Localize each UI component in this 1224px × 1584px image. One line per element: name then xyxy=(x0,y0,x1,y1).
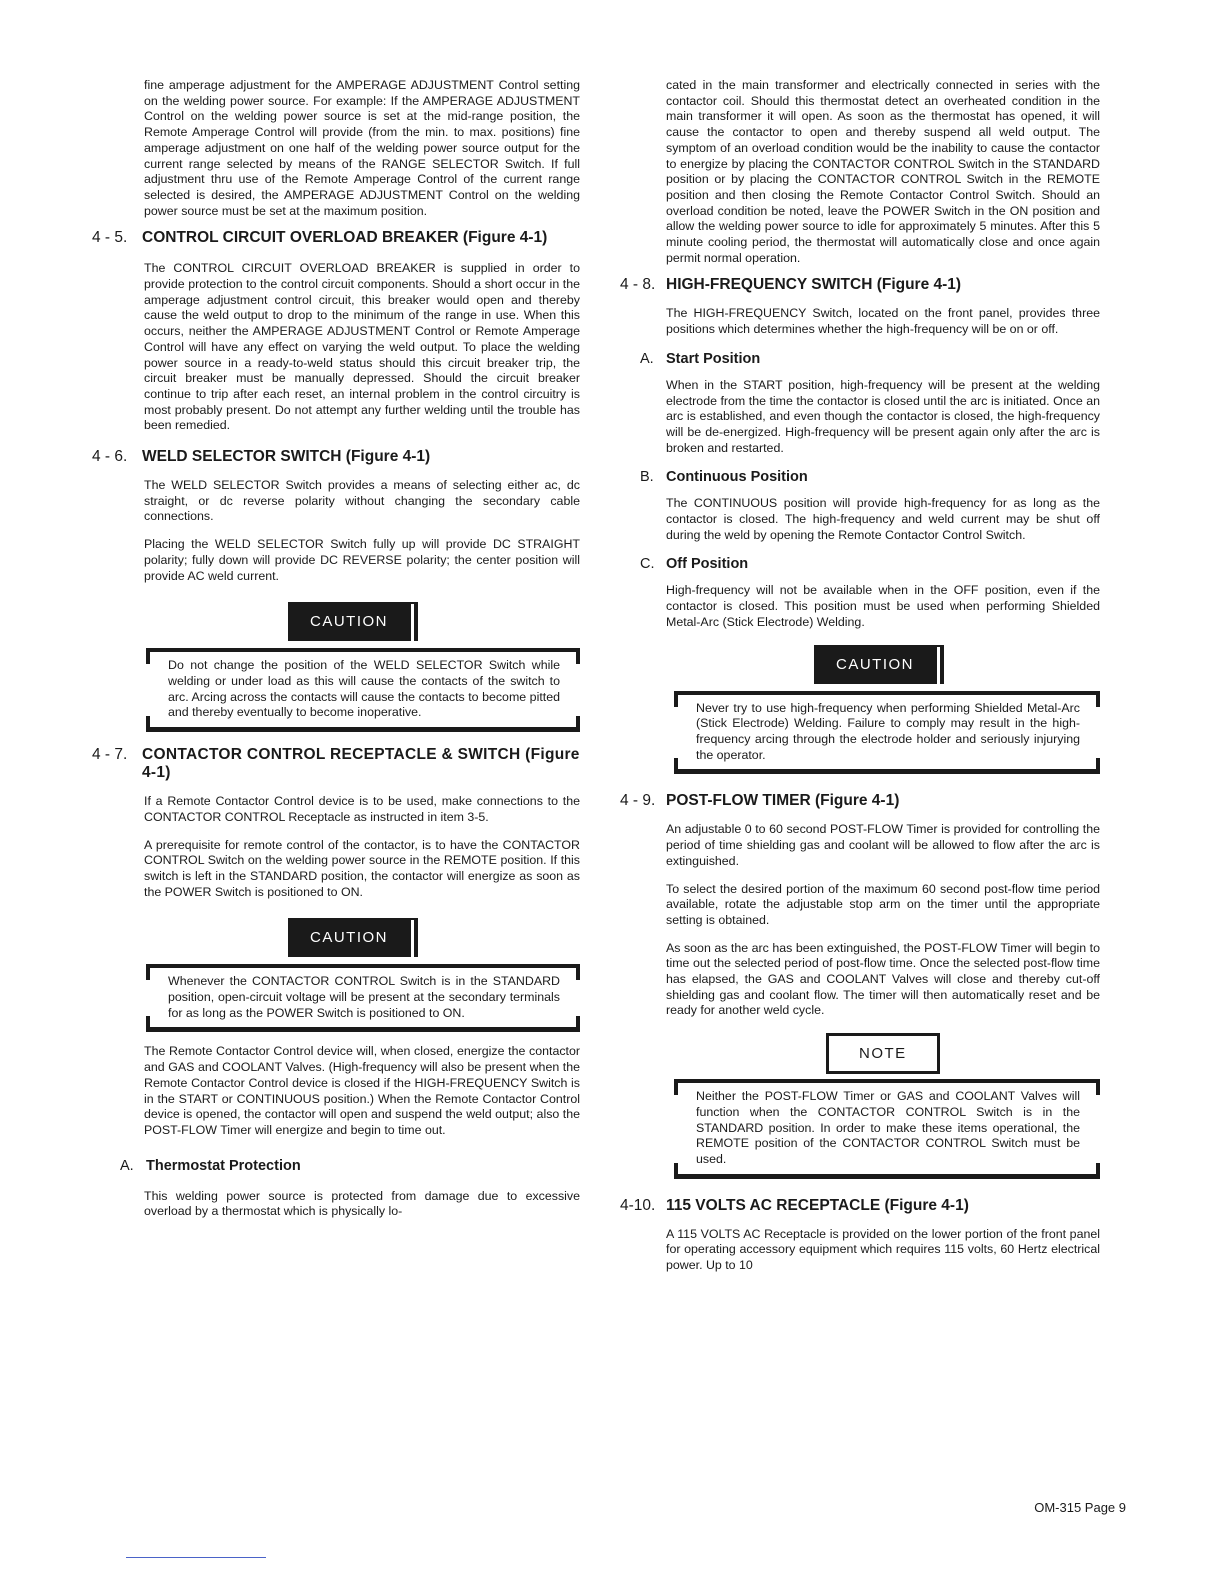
section-body: An adjustable 0 to 60 second POST-FLOW Timer is provided for controlling the period of time shielding gas and coolant will be allowed to flow after the arc is extinguished. xyxy=(666,822,1100,868)
subsection-title: Start Position xyxy=(666,350,761,367)
section-body: A prerequisite for remote control of the contactor, is to have the CONTACTOR CONTROL Switch on the welding power source in the REMOTE position. If this switch is left in the STANDARD position, the contactor will energize as soon as the POWER Switch is positioned to ON. xyxy=(144,837,580,899)
subsection-body: High-frequency will not be available when in the OFF position, even if the contactor is closed. This position must be used when performing Shielded Metal-Arc (Stick Electrode) Welding. xyxy=(666,583,1100,629)
subsection-title: Thermostat Protection xyxy=(146,1157,301,1174)
subsection-letter: B. xyxy=(640,469,654,486)
section-heading-4-7 xyxy=(92,746,580,782)
subsection-letter: A. xyxy=(120,1157,134,1174)
caution-text: Do not change the position of the WELD SELECTOR Switch while welding or under load as this will cause the contacts of the switch to arc. Arcing across the contacts will cause the contacts to become pitted and thereby eventually to become inoperative. xyxy=(168,658,560,720)
section-title: WELD SELECTOR SWITCH (Figure 4-1) xyxy=(142,448,431,466)
subsection-body: The CONTINUOUS position will provide high-frequency for as long as the contactor is closed. The high-frequency and weld current may be shut off during the weld by opening the Remote Contactor Control Switch. xyxy=(666,496,1100,542)
caution-text: Whenever the CONTACTOR CONTROL Switch is in the STANDARD position, open-circuit voltage will be present at the secondary terminals for as long as the POWER Switch is positioned to ON. xyxy=(168,974,560,1020)
subsection-letter: C. xyxy=(640,556,655,573)
section-heading-4-10 xyxy=(620,1197,1100,1215)
caution-badge: CAUTION xyxy=(288,918,418,957)
subsection-body: This welding power source is protected from damage due to excessive overload by a thermostat which is physically lo- xyxy=(144,1188,580,1219)
subsection-letter: A. xyxy=(640,350,654,367)
caution-badge-wrap xyxy=(92,918,580,964)
section-heading-4-8 xyxy=(620,276,1100,294)
page-footer: OM-315 Page 9 xyxy=(1034,1500,1126,1515)
section-body: The WELD SELECTOR Switch provides a means of selecting either ac, dc straight, or dc reverse polarity without changing the secondary cable connections. xyxy=(144,478,580,524)
section-body: Placing the WELD SELECTOR Switch fully up will provide DC STRAIGHT polarity; fully down will provide DC REVERSE polarity; the center position will provide AC weld current. xyxy=(144,537,580,583)
section-heading-4-5 xyxy=(92,229,580,247)
caution-badge: CAUTION xyxy=(288,602,418,641)
caution-box xyxy=(146,648,580,732)
note-box xyxy=(674,1079,1100,1179)
section-number: 4 - 7. xyxy=(92,746,128,764)
section-number: 4 - 6. xyxy=(92,448,128,466)
section-heading-4-9 xyxy=(620,792,1100,810)
note-text: Neither the POST-FLOW Timer or GAS and COOLANT Valves will function when the CONTACTOR CONTROL Switch is in the STANDARD position. In order to make these items operational, the REMOTE position of the CONTACTOR CONTROL Switch must be used. xyxy=(696,1089,1080,1166)
section-body: The HIGH-FREQUENCY Switch, located on the front panel, provides three positions which determines whether the high-frequency will be on or off. xyxy=(666,306,1100,337)
section-number: 4 - 9. xyxy=(620,792,656,810)
note-badge-wrap xyxy=(620,1033,1100,1079)
section-number: 4 - 8. xyxy=(620,276,656,294)
note-badge: NOTE xyxy=(826,1033,940,1074)
subsection-heading-start xyxy=(640,350,1100,368)
section-body: The CONTROL CIRCUIT OVERLOAD BREAKER is supplied in order to provide protection to the control circuit components. Should a short occur in the amperage adjustment control circuit, this breaker would open and thereby cause the weld output to drop to the minimum of the range in use. When this occurs, neither the AMPERAGE ADJUSTMENT Control or Remote Amperage Control will have any effect on varying the weld output. To place the welding power source in a ready-to-weld status should this circuit breaker trip, the circuit breaker must be manually depressed. Should the circuit breaker continue to trip after each reset, an internal problem in the control circuitry is most probably present. Do not attempt any further welding until the trouble has been remedied. xyxy=(144,261,580,433)
section-body: As soon as the arc has been extinguished, the POST-FLOW Timer will begin to time out the selected period of post-flow time. Once the selected post-flow time has elapsed, the GAS and COOLANT Valves will close and thereby cut-off shielding gas and coolant flow. The timer will then automatically reset and be ready for another weld cycle. xyxy=(666,940,1100,1018)
subsection-heading-continuous xyxy=(640,468,1100,486)
section-body: A 115 VOLTS AC Receptacle is provided on the lower portion of the front panel for operating accessory equipment which requires 115 volts, 60 Hertz electrical power. Up to 10 xyxy=(666,1226,1100,1273)
subsection-title: Continuous Position xyxy=(666,469,808,486)
caution-box xyxy=(146,964,580,1032)
intro-paragraph: fine amperage adjustment for the AMPERAGE ADJUSTMENT Control setting on the welding power source. For example: If the AMPERAGE ADJUSTMENT Control on the welding power source is set at the mid-range position, the Remote Amperage Control will provide (from the min. to max. positions) fine amperage adjustment on one half of the welding power source output for the current range selected by means of the RANGE SELECTOR Switch. If full adjustment thru use of the Remote Amperage Control of the current range selected is desired, the AMPERAGE ADJUSTMENT Control on the welding power source must be set at the maximum position. xyxy=(144,78,580,218)
caution-badge: CAUTION xyxy=(814,645,944,684)
caution-text: Never try to use high-frequency when performing Shielded Metal-Arc (Stick Electrode) Welding. Failure to comply may result in the high-frequency arcing through the electrode holder and seriously injurying the operator. xyxy=(696,700,1080,762)
section-title: HIGH-FREQUENCY SWITCH (Figure 4-1) xyxy=(666,276,962,294)
caution-box xyxy=(674,691,1100,775)
section-title: CONTACTOR CONTROL RECEPTACLE & SWITCH (Figure 4-1) xyxy=(142,746,580,782)
section-title: POST-FLOW TIMER (Figure 4-1) xyxy=(666,792,900,810)
section-number: 4 - 5. xyxy=(92,229,128,247)
section-title: 115 VOLTS AC RECEPTACLE (Figure 4-1) xyxy=(666,1196,969,1214)
caution-badge-wrap xyxy=(620,645,1100,691)
subsection-body: When in the START position, high-frequency will be present at the welding electrode from the time the contactor is closed until the arc is initiated. Once an arc is established, and even though the contactor is closed, the high-frequency will be de-energized. High-frequency will be present again only after the arc is broken and restarted. xyxy=(666,377,1100,455)
continued-paragraph: cated in the main transformer and electrically connected in series with the contactor coil. Should this thermostat detect an overheated condition in the main transformer it will open. As soon as the thermostat has opened, it will cause the contactor to open and thereby suspend all weld output. The symptom of an overload condition would be the inability to cause the contactor to energize by placing the CONTACTOR CONTROL Switch in the STANDARD position or by placing the CONTACTOR CONTROL Switch in the REMOTE position and then closing the Remote Contactor Control Switch. Should an overload condition be noted, leave the POWER Switch in the ON position and allow the welding power source to idle for approximately 5 minutes. After this 5 minute cooling period, the thermostat will automatically close and once again permit normal operation. xyxy=(666,78,1100,265)
section-body: The Remote Contactor Control device will, when closed, energize the contactor and GAS and COOLANT Valves. (High-frequency will also be present when the Remote Contactor Control device is closed if the HIGH-FREQUENCY Switch is in the START or CONTINUOUS position.) When the Remote Contactor Control device is opened, the contactor will open and suspend the weld output; also the POST-FLOW Timer will energize and begin to time out. xyxy=(144,1044,580,1137)
section-title: CONTROL CIRCUIT OVERLOAD BREAKER (Figure 4-1) xyxy=(142,229,548,247)
subsection-heading-thermostat xyxy=(120,1157,580,1175)
subsection-heading-off xyxy=(640,555,1100,573)
section-body: If a Remote Contactor Control device is to be used, make connections to the CONTACTOR CONTROL Receptacle as instructed in item 3-5. xyxy=(144,794,580,824)
caution-badge-wrap xyxy=(92,602,580,648)
subsection-title: Off Position xyxy=(666,556,749,573)
section-body: To select the desired portion of the maximum 60 second post-flow time period available, rotate the adjustable stop arm on the timer until the appropriate setting is obtained. xyxy=(666,881,1100,927)
section-heading-4-6 xyxy=(92,448,580,466)
footnote-rule xyxy=(126,1557,266,1558)
right-column xyxy=(620,78,1100,1274)
left-column xyxy=(92,78,580,1220)
section-number: 4-10. xyxy=(620,1196,656,1214)
